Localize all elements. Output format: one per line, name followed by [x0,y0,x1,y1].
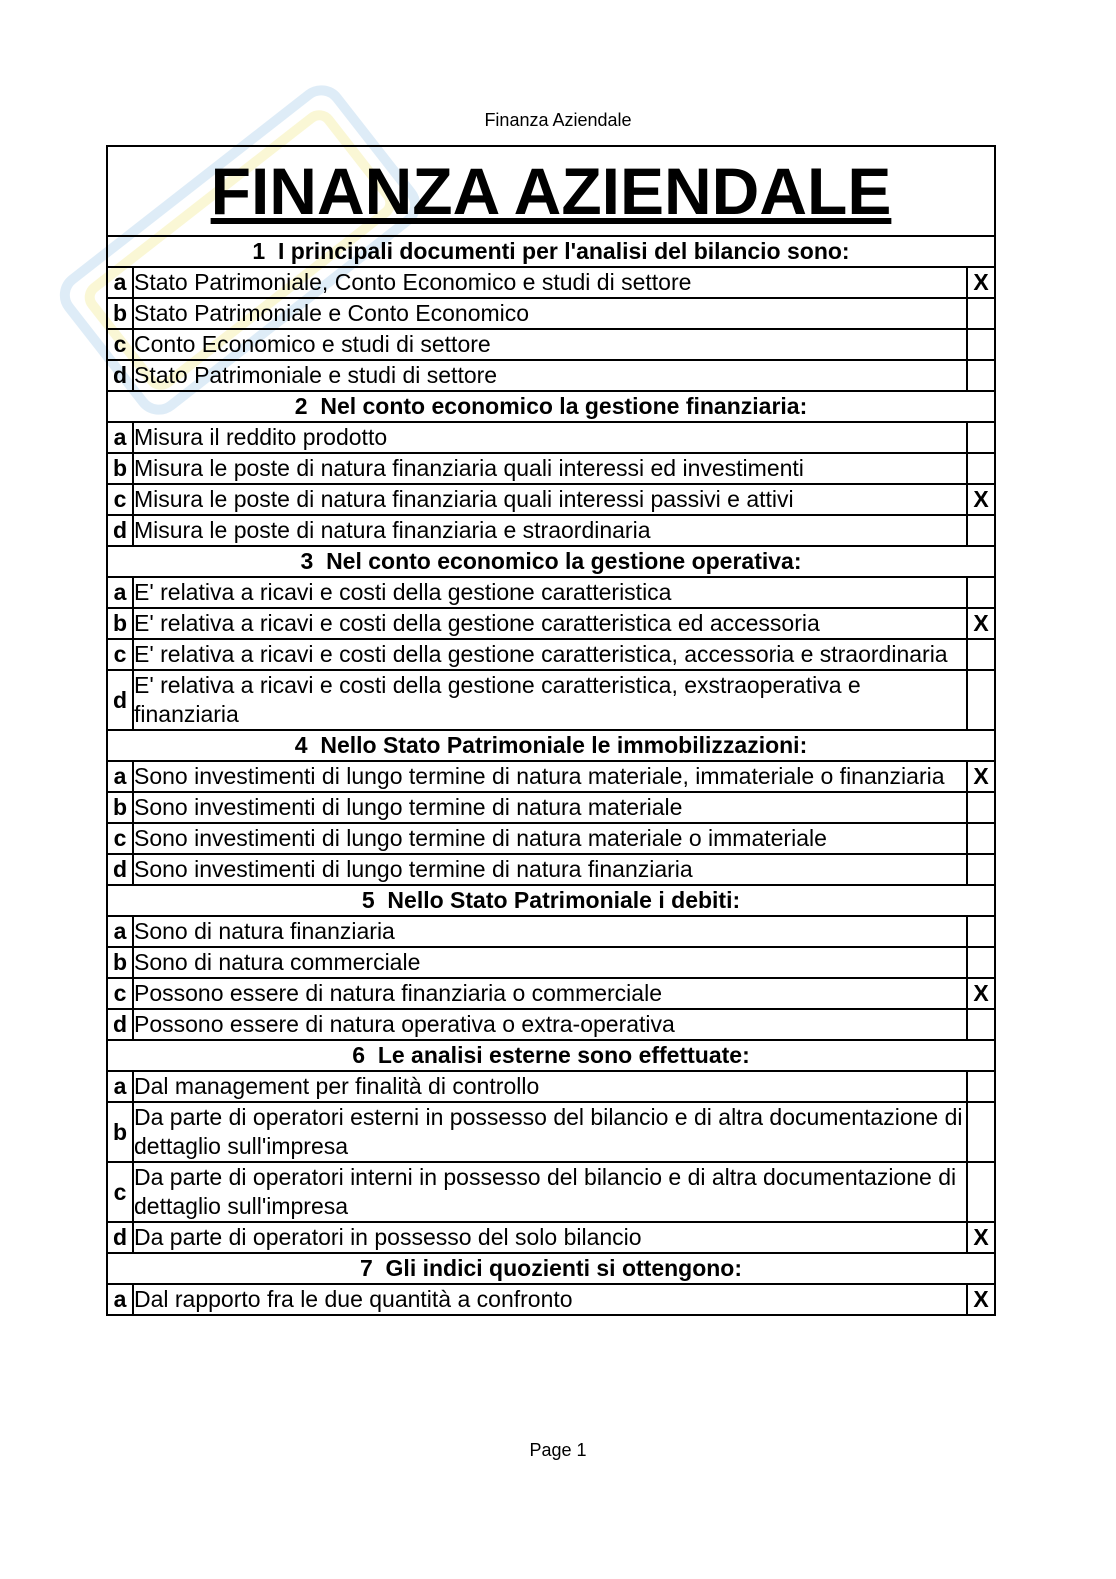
question-text: Nel conto economico la gestione operativa: [326,548,802,574]
question-text: Nel conto economico la gestione finanziaria: [320,393,808,419]
option-text: Da parte di operatori in possesso del solo bilancio [133,1222,967,1253]
question-row [107,1040,995,1071]
option-text: E' relativa a ricavi e costi della gestione caratteristica ed accessoria [133,608,967,639]
correct-answer-mark: X [967,484,995,515]
option-letter: b [107,792,133,823]
option-text: Da parte di operatori interni in possesso del bilancio e di altra documentazione di dettaglio sull'impresa [133,1162,967,1222]
option-letter: c [107,823,133,854]
answer-option-row [107,453,995,484]
answer-option-row [107,329,995,360]
correct-answer-mark [967,360,995,391]
option-text: Sono investimenti di lungo termine di natura materiale [133,792,967,823]
option-letter: d [107,670,133,730]
correct-answer-mark: X [967,978,995,1009]
option-text: Stato Patrimoniale e Conto Economico [133,298,967,329]
correct-answer-mark [967,854,995,885]
question-text: Gli indici quozienti si ottengono: [385,1255,743,1281]
correct-answer-mark [967,1162,995,1222]
question-heading [107,236,995,267]
option-text: Sono di natura commerciale [133,947,967,978]
option-letter: d [107,515,133,546]
option-text: Dal rapporto fra le due quantità a confronto [133,1284,967,1315]
option-text: Conto Economico e studi di settore [133,329,967,360]
option-letter: c [107,329,133,360]
answer-option-row [107,1102,995,1162]
question-number: 1 [252,238,266,264]
question-row [107,1253,995,1284]
question-row [107,730,995,761]
option-letter: d [107,1009,133,1040]
answer-option-row [107,1284,995,1315]
running-header: Finanza Aziendale [484,110,632,130]
question-text: Nello Stato Patrimoniale i debiti: [387,887,741,913]
document-title: FINANZA AZIENDALE [107,146,995,236]
option-text: E' relativa a ricavi e costi della gestione caratteristica, accessoria e straordinaria [133,639,967,670]
correct-answer-mark [967,453,995,484]
option-letter: a [107,761,133,792]
option-text: Stato Patrimoniale e studi di settore [133,360,967,391]
question-text: Nello Stato Patrimoniale le immobilizzazioni: [320,732,808,758]
correct-answer-mark [967,422,995,453]
option-letter: d [107,1222,133,1253]
answer-option-row [107,608,995,639]
option-text: Sono investimenti di lungo termine di natura materiale, immateriale o finanziaria [133,761,967,792]
question-number: 6 [352,1042,366,1068]
correct-answer-mark [967,947,995,978]
option-text: Misura il reddito prodotto [133,422,967,453]
correct-answer-mark [967,298,995,329]
question-number: 3 [300,548,314,574]
answer-option-row [107,1162,995,1222]
answer-option-row [107,854,995,885]
question-number: 2 [294,393,308,419]
question-text: Le analisi esterne sono effettuate: [377,1042,750,1068]
option-text: E' relativa a ricavi e costi della gestione caratteristica [133,577,967,608]
option-letter: c [107,639,133,670]
correct-answer-mark: X [967,1284,995,1315]
question-text: I principali documenti per l'analisi del bilancio sono: [277,238,850,264]
option-letter: b [107,298,133,329]
option-text: Misura le poste di natura finanziaria quali interessi passivi e attivi [133,484,967,515]
answer-option-row [107,639,995,670]
correct-answer-mark [967,670,995,730]
answer-option-row [107,422,995,453]
option-text: Possono essere di natura operativa o extra-operativa [133,1009,967,1040]
option-text: Misura le poste di natura finanziaria e straordinaria [133,515,967,546]
correct-answer-mark [967,1102,995,1162]
answer-option-row [107,577,995,608]
option-letter: b [107,947,133,978]
correct-answer-mark [967,639,995,670]
quiz-table [106,145,996,1316]
question-number: 4 [294,732,308,758]
option-letter: b [107,608,133,639]
answer-option-row [107,1071,995,1102]
option-text: Sono investimenti di lungo termine di natura finanziaria [133,854,967,885]
answer-option-row [107,823,995,854]
answer-option-row [107,267,995,298]
correct-answer-mark [967,792,995,823]
option-letter: b [107,1102,133,1162]
question-number: 7 [359,1255,373,1281]
correct-answer-mark: X [967,267,995,298]
question-heading [107,885,995,916]
correct-answer-mark [967,823,995,854]
page-number: Page 1 [529,1440,587,1460]
option-letter: a [107,267,133,298]
answer-option-row [107,298,995,329]
question-heading [107,730,995,761]
answer-option-row [107,360,995,391]
answer-option-row [107,484,995,515]
option-letter: a [107,577,133,608]
answer-option-row [107,761,995,792]
correct-answer-mark: X [967,761,995,792]
option-letter: a [107,422,133,453]
question-row [107,236,995,267]
option-letter: d [107,854,133,885]
question-heading [107,1253,995,1284]
option-text: Dal management per finalità di controllo [133,1071,967,1102]
option-text: Stato Patrimoniale, Conto Economico e studi di settore [133,267,967,298]
option-text: Sono investimenti di lungo termine di natura materiale o immateriale [133,823,967,854]
option-letter: b [107,453,133,484]
correct-answer-mark [967,329,995,360]
question-row [107,885,995,916]
correct-answer-mark [967,1009,995,1040]
option-letter: c [107,1162,133,1222]
option-text: Possono essere di natura finanziaria o commerciale [133,978,967,1009]
option-text: Da parte di operatori esterni in possesso del bilancio e di altra documentazione di dettaglio sull'impresa [133,1102,967,1162]
answer-option-row [107,1222,995,1253]
question-heading [107,546,995,577]
option-text: E' relativa a ricavi e costi della gestione caratteristica, exstraoperativa e finanziaria [133,670,967,730]
correct-answer-mark: X [967,608,995,639]
answer-option-row [107,916,995,947]
option-letter: c [107,978,133,1009]
correct-answer-mark [967,577,995,608]
answer-option-row [107,978,995,1009]
option-letter: d [107,360,133,391]
correct-answer-mark [967,1071,995,1102]
question-heading [107,1040,995,1071]
correct-answer-mark [967,916,995,947]
answer-option-row [107,1009,995,1040]
question-number: 5 [361,887,375,913]
option-letter: a [107,916,133,947]
option-letter: c [107,484,133,515]
question-row [107,391,995,422]
option-letter: a [107,1071,133,1102]
correct-answer-mark [967,515,995,546]
answer-option-row [107,515,995,546]
option-letter: a [107,1284,133,1315]
answer-option-row [107,947,995,978]
correct-answer-mark: X [967,1222,995,1253]
answer-option-row [107,792,995,823]
question-heading [107,391,995,422]
question-row [107,546,995,577]
option-text: Sono di natura finanziaria [133,916,967,947]
option-text: Misura le poste di natura finanziaria quali interessi ed investimenti [133,453,967,484]
answer-option-row [107,670,995,730]
